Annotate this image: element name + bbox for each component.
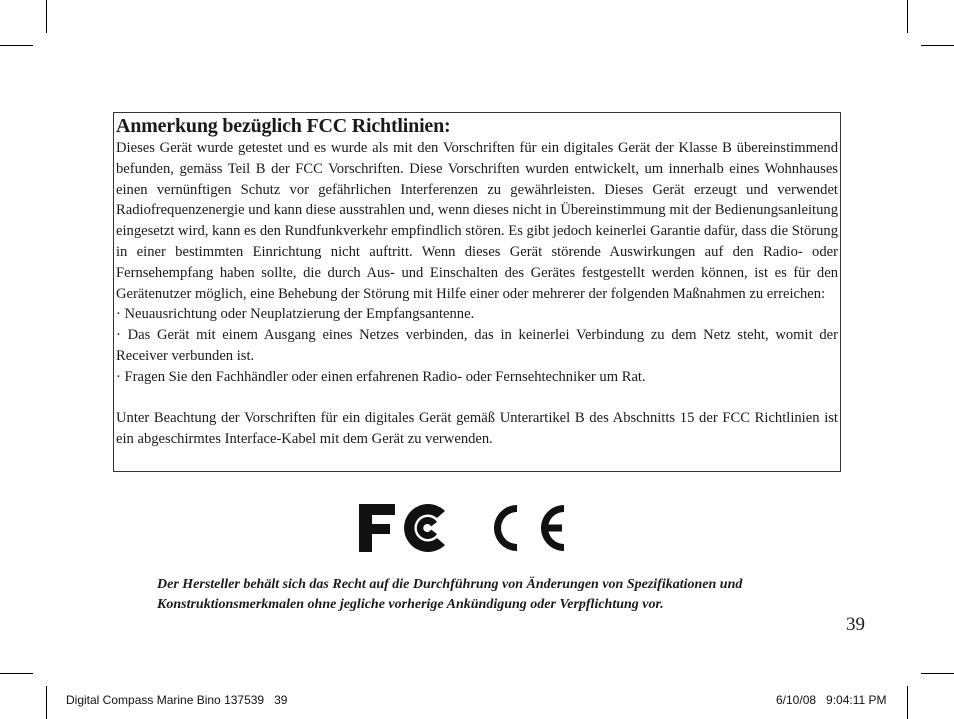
fcc-notice-box xyxy=(113,112,841,472)
print-slug-right: 6/10/08 9:04:11 PM xyxy=(776,693,887,707)
crop-mark-bottom-right-vertical xyxy=(907,686,908,719)
ce-mark xyxy=(480,500,570,556)
notice-body xyxy=(116,138,838,450)
crop-mark-bottom-right-horizontal xyxy=(921,673,954,674)
manufacturer-disclaimer: Der Hersteller behält sich das Recht auf die Durchführung von Änderungen von Spezifikationen und Konstruktionsmerkmalen ohne jegliche vorherige Ankündigung oder Verpflichtung vor. xyxy=(157,577,743,612)
crop-mark-top-right-horizontal xyxy=(921,45,954,46)
crop-mark-top-right-vertical xyxy=(907,0,908,33)
crop-mark-top-left-vertical xyxy=(46,0,47,33)
notice-paragraph-1: Dieses Gerät wurde getestet und es wurde als mit den Vorschriften für ein digitales Gerät der Klasse B übereinstimmend befunden, gemäss Teil B der FCC Vorschriften. Diese Vorschriften wurden entwickelt, um innerhalb eines Wohnhauses einen vernünftigen Schutz vor gefährlichen Interferenzen zu gewährleisten. Dieses Gerät erzeugt und verwendet Radiofrequenzenergie und kann diese ausstrahlen und, wenn dieses nicht in Übereinstimmung mit der Bedienungsanleitung eingesetzt wird, kann es den Rundfunkverkehr empfindlich stören. Es gibt jedoch keinerlei Garantie dafür, dass die Störung in einer bestimmten Einrichtung nicht auftritt. Wenn dieses Gerät störende Auswirkungen auf den Radio- oder Fernsehempfang haben sollte, die durch Aus- und Einschalten des Gerätes festgestellt werden können, ist es für den Gerätenutzer möglich, eine Behebung der Störung mit Hilfe einer oder mehrerer der folgenden Maßnahmen zu erreichen: xyxy=(116,140,839,302)
notice-bullet-3: · Fragen Sie den Fachhändler oder einen erfahrenen Radio- oder Fernsehtechniker um Rat. xyxy=(116,368,646,385)
notice-bullet-2: · Das Gerät mit einem Ausgang eines Netzes verbinden, das in keinerlei Verbindung zu dem Netz steht, womit der Receiver verbunden ist. xyxy=(116,327,838,364)
print-slug-left: Digital Compass Marine Bino 137539 39 xyxy=(66,693,288,707)
crop-mark-bottom-left-vertical xyxy=(46,686,47,719)
paragraph-gap xyxy=(116,388,838,409)
notice-paragraph-2: Unter Beachtung der Vorschriften für ein digitales Gerät gemäß Unterartikel B des Abschnitts 15 der FCC Richtlinien ist ein abgeschirmtes Interface-Kabel mit dem Gerät zu verwenden. xyxy=(116,410,838,448)
ce-mark-icon xyxy=(480,500,570,556)
page-number: 39 xyxy=(846,614,865,635)
notice-title: Anmerkung bezüglich FCC Richtlinien: xyxy=(116,115,451,137)
notice-bullet-1: · Neuausrichtung oder Neuplatzierung der Empfangsantenne. xyxy=(116,306,475,323)
crop-mark-top-left-horizontal xyxy=(0,45,33,46)
crop-mark-bottom-left-horizontal xyxy=(0,673,33,674)
